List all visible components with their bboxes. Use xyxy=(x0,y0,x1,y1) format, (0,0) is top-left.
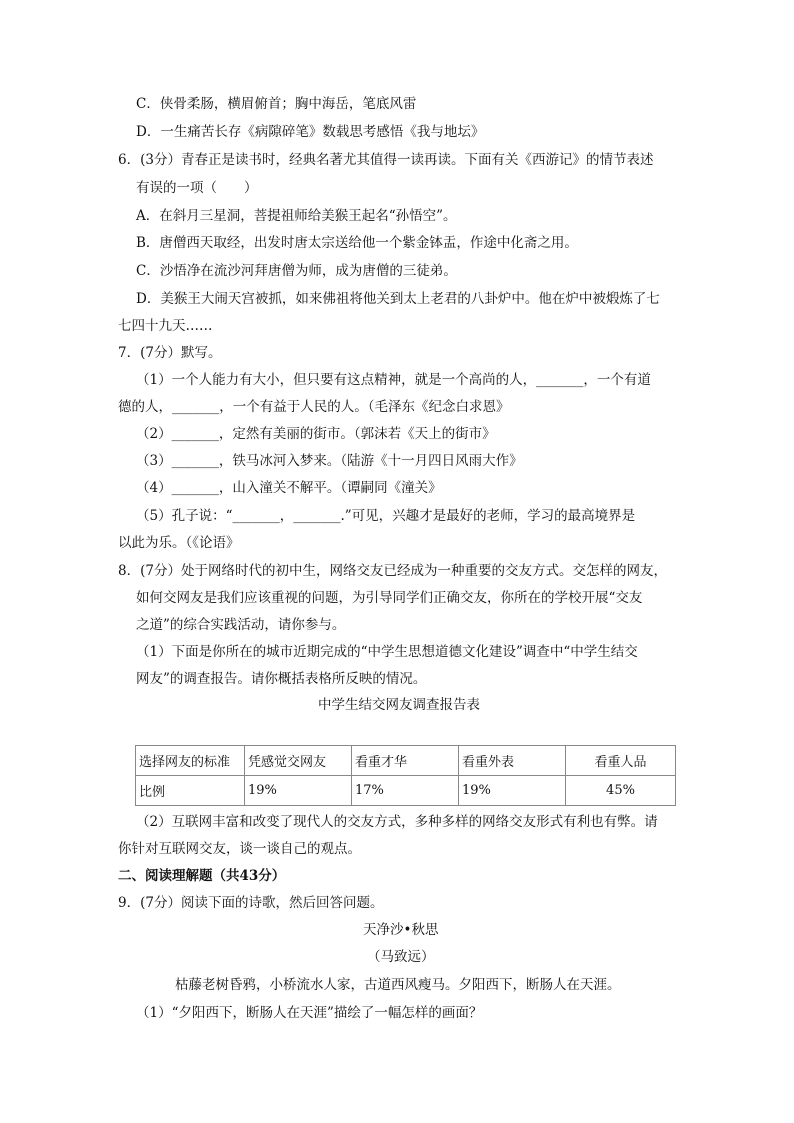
q8-part1-line1: （1）下面是你所在的城市近期完成的“中学生思想道德文化建设”调查中“中学生结交 xyxy=(136,644,638,660)
q6-option-b: B．唐僧西天取经，出发时唐太宗送给他一个紫金钵盂，作途中化斋之用。 xyxy=(136,235,578,251)
poem-title: 天净沙•秋思 xyxy=(363,922,439,938)
q9-sub1: （1）“夕阳西下，断肠人在天涯”描绘了一幅怎样的画面？ xyxy=(136,1005,483,1021)
table-header-cell: 选择网友的标准 xyxy=(136,746,245,776)
table-header-cell: 看重才华 xyxy=(352,746,459,776)
table-cell: 19% xyxy=(459,776,566,806)
q7-item1-line1: （1）一个人能力有大小，但只要有这点精神，就是一个高尚的人，_______，一个有道 xyxy=(136,372,651,388)
q7-item3: （3）_______，铁马冰河入梦来。（陆游《十一月四日风雨大作》 xyxy=(136,453,523,469)
q7-stem: 7．(7分）默写。 xyxy=(118,345,222,361)
q8-stem-line2: 如何交网友是我们应该重视的问题，为引导同学们正确交友，你所在的学校开展“交友 xyxy=(136,590,643,606)
table-header-cell: 看重人品 xyxy=(566,746,676,776)
q7-item5-line1: （5）孔子说：“_______，_______.”可见，兴趣才是最好的老师，学习的最高境界是 xyxy=(136,508,636,524)
table-header-cell: 凭感觉交网友 xyxy=(245,746,352,776)
q5-option-d: D．一生痛苦长存《病隙碎笔》数载思考感悟《我与地坛》 xyxy=(136,124,485,140)
q6-option-c: C．沙悟净在流沙河拜唐僧为师，成为唐僧的三徒弟。 xyxy=(136,263,457,279)
survey-table-title: 中学生结交网友调查报告表 xyxy=(318,697,480,713)
q7-item1-line2: 德的人，_______，一个有益于人民的人。（毛泽东《纪念白求恩》 xyxy=(118,399,510,415)
table-header-cell: 看重外表 xyxy=(459,746,566,776)
table-cell: 比例 xyxy=(136,776,245,806)
q9-stem: 9．(7分）阅读下面的诗歌，然后回答问题。 xyxy=(118,895,384,911)
q6-option-d-line2: 七四十九天…… xyxy=(118,318,213,334)
q8-stem-line3: 之道”的综合实践活动，请你参与。 xyxy=(136,617,346,633)
q8-stem-line1: 8．(7分）处于网络时代的初中生，网络交友已经成为一种重要的交友方式。交怎样的网友， xyxy=(118,563,667,579)
survey-table xyxy=(135,745,676,806)
poem-author: （马致远） xyxy=(367,949,435,965)
q6-option-d-line1: D．美猴王大闹天宫被抓，如来佛祖将他关到太上老君的八卦炉中。他在炉中被煅炼了七 xyxy=(136,291,660,307)
q8-part1-line2: 网友”的调查报告。请你概括表格所反映的情况。 xyxy=(136,671,427,687)
q6-stem-line1: 6．(3分）青春正是读书时，经典名著尤其值得一读再读。下面有关《西游记》的情节表述 xyxy=(118,152,654,168)
table-cell: 19% xyxy=(245,776,352,806)
table-cell: 17% xyxy=(352,776,459,806)
table-row xyxy=(136,776,676,806)
q6-option-a: A．在斜月三星洞，菩提祖师给美猴王起名“孙悟空”。 xyxy=(136,208,457,224)
section-heading: 二、阅读理解题（共43分） xyxy=(118,868,286,884)
q8-part2-line2: 你针对互联网交友，谈一谈自己的观点。 xyxy=(118,841,361,857)
table-header-row xyxy=(136,746,676,776)
q7-item2: （2）_______，定然有美丽的街市。（郭沫若《天上的街市》 xyxy=(136,426,496,442)
table-cell: 45% xyxy=(566,776,676,806)
q8-part2-line1: （2）互联网丰富和改变了现代人的交友方式，多种多样的网络交友形式有利也有弊。请 xyxy=(136,814,658,830)
poem-text: 枯藤老树昏鸦，小桥流水人家，古道西风瘦马。夕阳西下，断肠人在天涯。 xyxy=(175,977,621,993)
q7-item4: （4）_______，山入潼关不解平。（谭嗣同《潼关》 xyxy=(136,480,442,496)
q7-item5-line2: 以此为乐。（《论语》 xyxy=(118,535,240,551)
q5-option-c: C．侠骨柔肠，横眉俯首；胸中海岳，笔底风雷 xyxy=(136,96,417,112)
q6-stem-line2: 有误的一项（ ） xyxy=(136,180,258,196)
